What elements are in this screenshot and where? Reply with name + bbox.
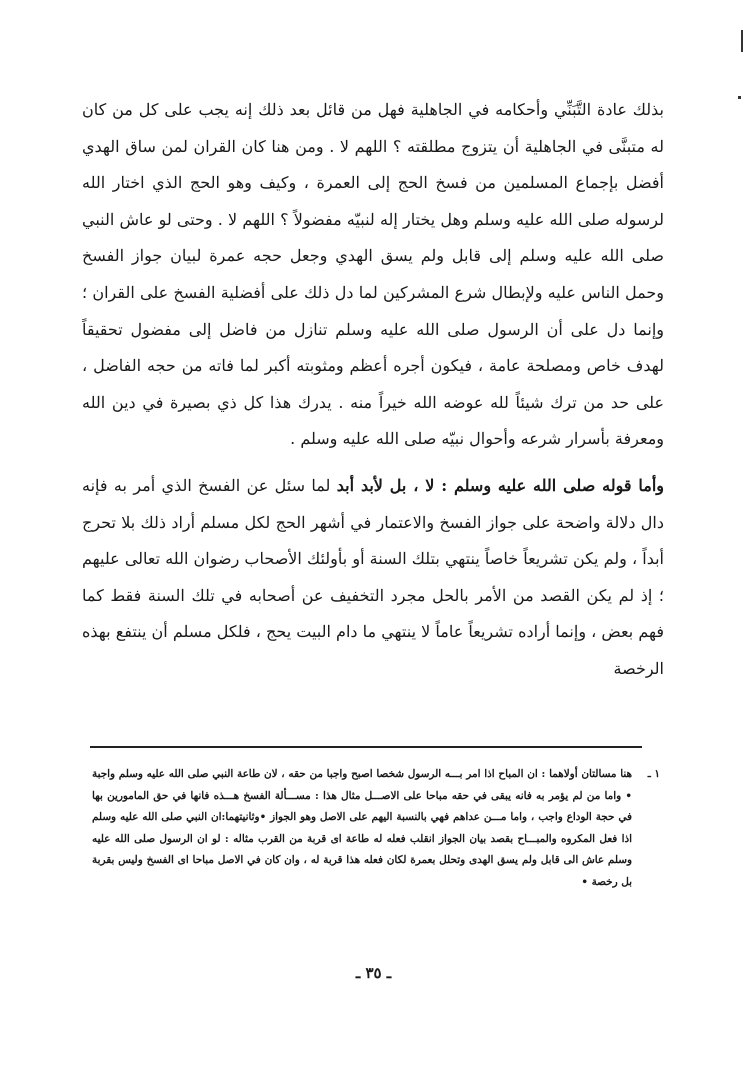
paragraph-2 bbox=[82, 468, 664, 688]
footnote-divider bbox=[90, 746, 642, 748]
page-number: ـ ٣٥ ـ bbox=[355, 964, 392, 982]
scan-edge-mark-top bbox=[741, 30, 743, 52]
paragraph-2-lead: وأما قوله صلى الله عليه وسلم : لا ، بل لأبد أبد bbox=[336, 475, 665, 495]
footnote-text: هنا مسالتان أولاهما : ان المباح اذا امر بـــه الرسول شخصا اصبح واجبا من حقه ، لان طاعة النبي صلى الله عليه وسلم واجبة • واما من لم يؤمر به فانه يبقى في حقه مباحا على الاصـــل مثال هذا : مســـألة الفسخ هـــذه فانها في حق المامورين بها في حجة الوداع واجب ، واما مـــن عداهم فهي بالنسبة اليهم على الاصل وهو الجواز •وثانيتهما:ان النبي صلى الله عليه وسلم اذا فعل المكروه والمبـــاح بقصد بيان الجواز انقلب فعله له طاعة اى قربة من القرب مثاله : لو ان الرسول صلى الله عليه وسلم عاش الى قابل ولم يسق الهدى وتحلل بعمرة لكان فعله هذا قربة له ، وان كان في الاصل مباحا اى الفسخ وليس بقربة بل رخصة • bbox=[92, 768, 632, 888]
footnote-number: ١ ـ bbox=[647, 768, 660, 780]
main-text-body bbox=[82, 92, 664, 688]
footnote bbox=[92, 764, 660, 893]
paragraph-2-rest: لما سئل عن الفسخ الذي أمر به فإنه دال دلالة واضحة على جواز الفسخ والاعتمار في أشهر الحج لكل مسلم أراد ذلك بلا تحرج أبداً ، ولم يكن تشريعاً خاصاً ينتهي بتلك السنة أو بأولئك الأصحاب رضوان الله تعالى عليهم ؛ إذ لم يكن القصد من الأمر بالحل مجرد التخفيف عن أصحابه في تلك السنة فقط كما فهم بعض ، وإنما أراده تشريعاً عاماً لا ينتهي ما دام البيت يحج ، فلكل مسلم أن ينتفع بهذه الرخصة bbox=[82, 475, 664, 678]
scan-edge-mark-dot bbox=[738, 96, 741, 99]
paragraph-1: بذلك عادة التَّبَنِّي وأحكامه في الجاهلية فهل من قائل بعد ذلك إنه يجب على كل من كان له متبنَّى في الجاهلية أن يتزوج مطلقته ؟ اللهم لا . ومن هنا كان القران لمن ساق الهدي أفضل بإجماع المسلمين من فسخ الحج إلى العمرة ، وكيف وهو الحج الذي اختار الله لرسوله صلى الله عليه وسلم وهل يختار إله لنبيّه مفضولاً ؟ اللهم لا . وحتى لو عاش النبي صلى الله عليه وسلم إلى قابل ولم يسق الهدي وجعل حجه عمرة لبيان جواز الفسخ وحمل الناس عليه ولإبطال شرع المشركين لما دل ذلك على أفضلية الفسخ على القران ؛ وإنما دل على أن الرسول صلى الله عليه وسلم تنازل من فاضل إلى مفضول تحقيقاً لهدف خاص ومصلحة عامة ، فيكون أجره أعظم ومثوبته أكبر لما فاته من حجه الفاضل ، على حد من ترك شيئاً لله عوضه الله خيراً منه . يدرك هذا كل ذي بصيرة في دين الله ومعرفة بأسرار شرعه وأحوال نبيّه صلى الله عليه وسلم . bbox=[82, 100, 665, 449]
